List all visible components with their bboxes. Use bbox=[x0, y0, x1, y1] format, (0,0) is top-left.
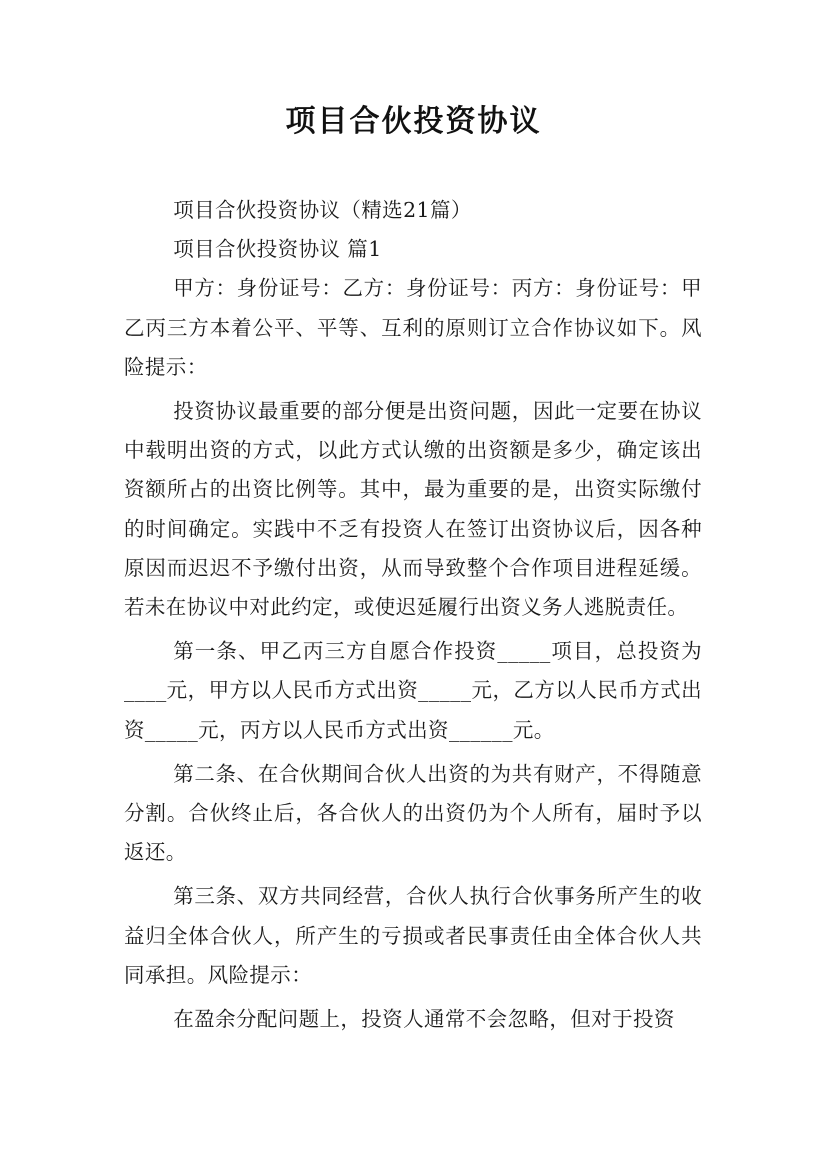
paragraph-risk-note-2: 在盈余分配问题上，投资人通常不会忽略，但对于投资 bbox=[173, 1007, 675, 1032]
paragraph-article-1: 第一条、甲乙丙三方自愿合作投资_____项目，总投资为____元，甲方以人民币方式出资_____元，乙方以人民币方式出资_____元，丙方以人民币方式出资______元。 bbox=[124, 639, 702, 742]
paragraph-section-heading: 项目合伙投资协议 篇1 bbox=[173, 237, 382, 262]
paragraph-parties: 甲方：身份证号：乙方：身份证号：丙方：身份证号：甲乙丙三方本着公平、平等、互利的原则订立合作协议如下。风险提示： bbox=[124, 276, 702, 379]
document-title: 项目合伙投资协议 bbox=[285, 104, 542, 139]
document-body bbox=[124, 191, 702, 1039]
paragraph-article-2: 第二条、在合伙期间合伙人出资的为共有财产，不得随意分割。合伙终止后，各合伙人的出资仍为个人所有，届时予以返还。 bbox=[124, 761, 702, 865]
paragraph-risk-note-1: 投资协议最重要的部分便是出资问题，因此一定要在协议中载明出资的方式，以此方式认缴的出资额是多少，确定该出资额所占的出资比例等。其中，最为重要的是，出资实际缴付的时间确定。实践中不乏有投资人在签订出资协议后，因各种原因而迟迟不予缴付出资，从而导致整个合作项目进程延缓。若未在协议中对此约定，或使迟延履行出资义务人逃脱责任。 bbox=[124, 399, 702, 620]
paragraph-collection-title: 项目合伙投资协议（精选21篇） bbox=[173, 198, 472, 222]
paragraph-article-3: 第三条、双方共同经营，合伙人执行合伙事务所产生的收益归全体合伙人，所产生的亏损或者民事责任由全体合伙人共同承担。风险提示： bbox=[124, 884, 702, 987]
